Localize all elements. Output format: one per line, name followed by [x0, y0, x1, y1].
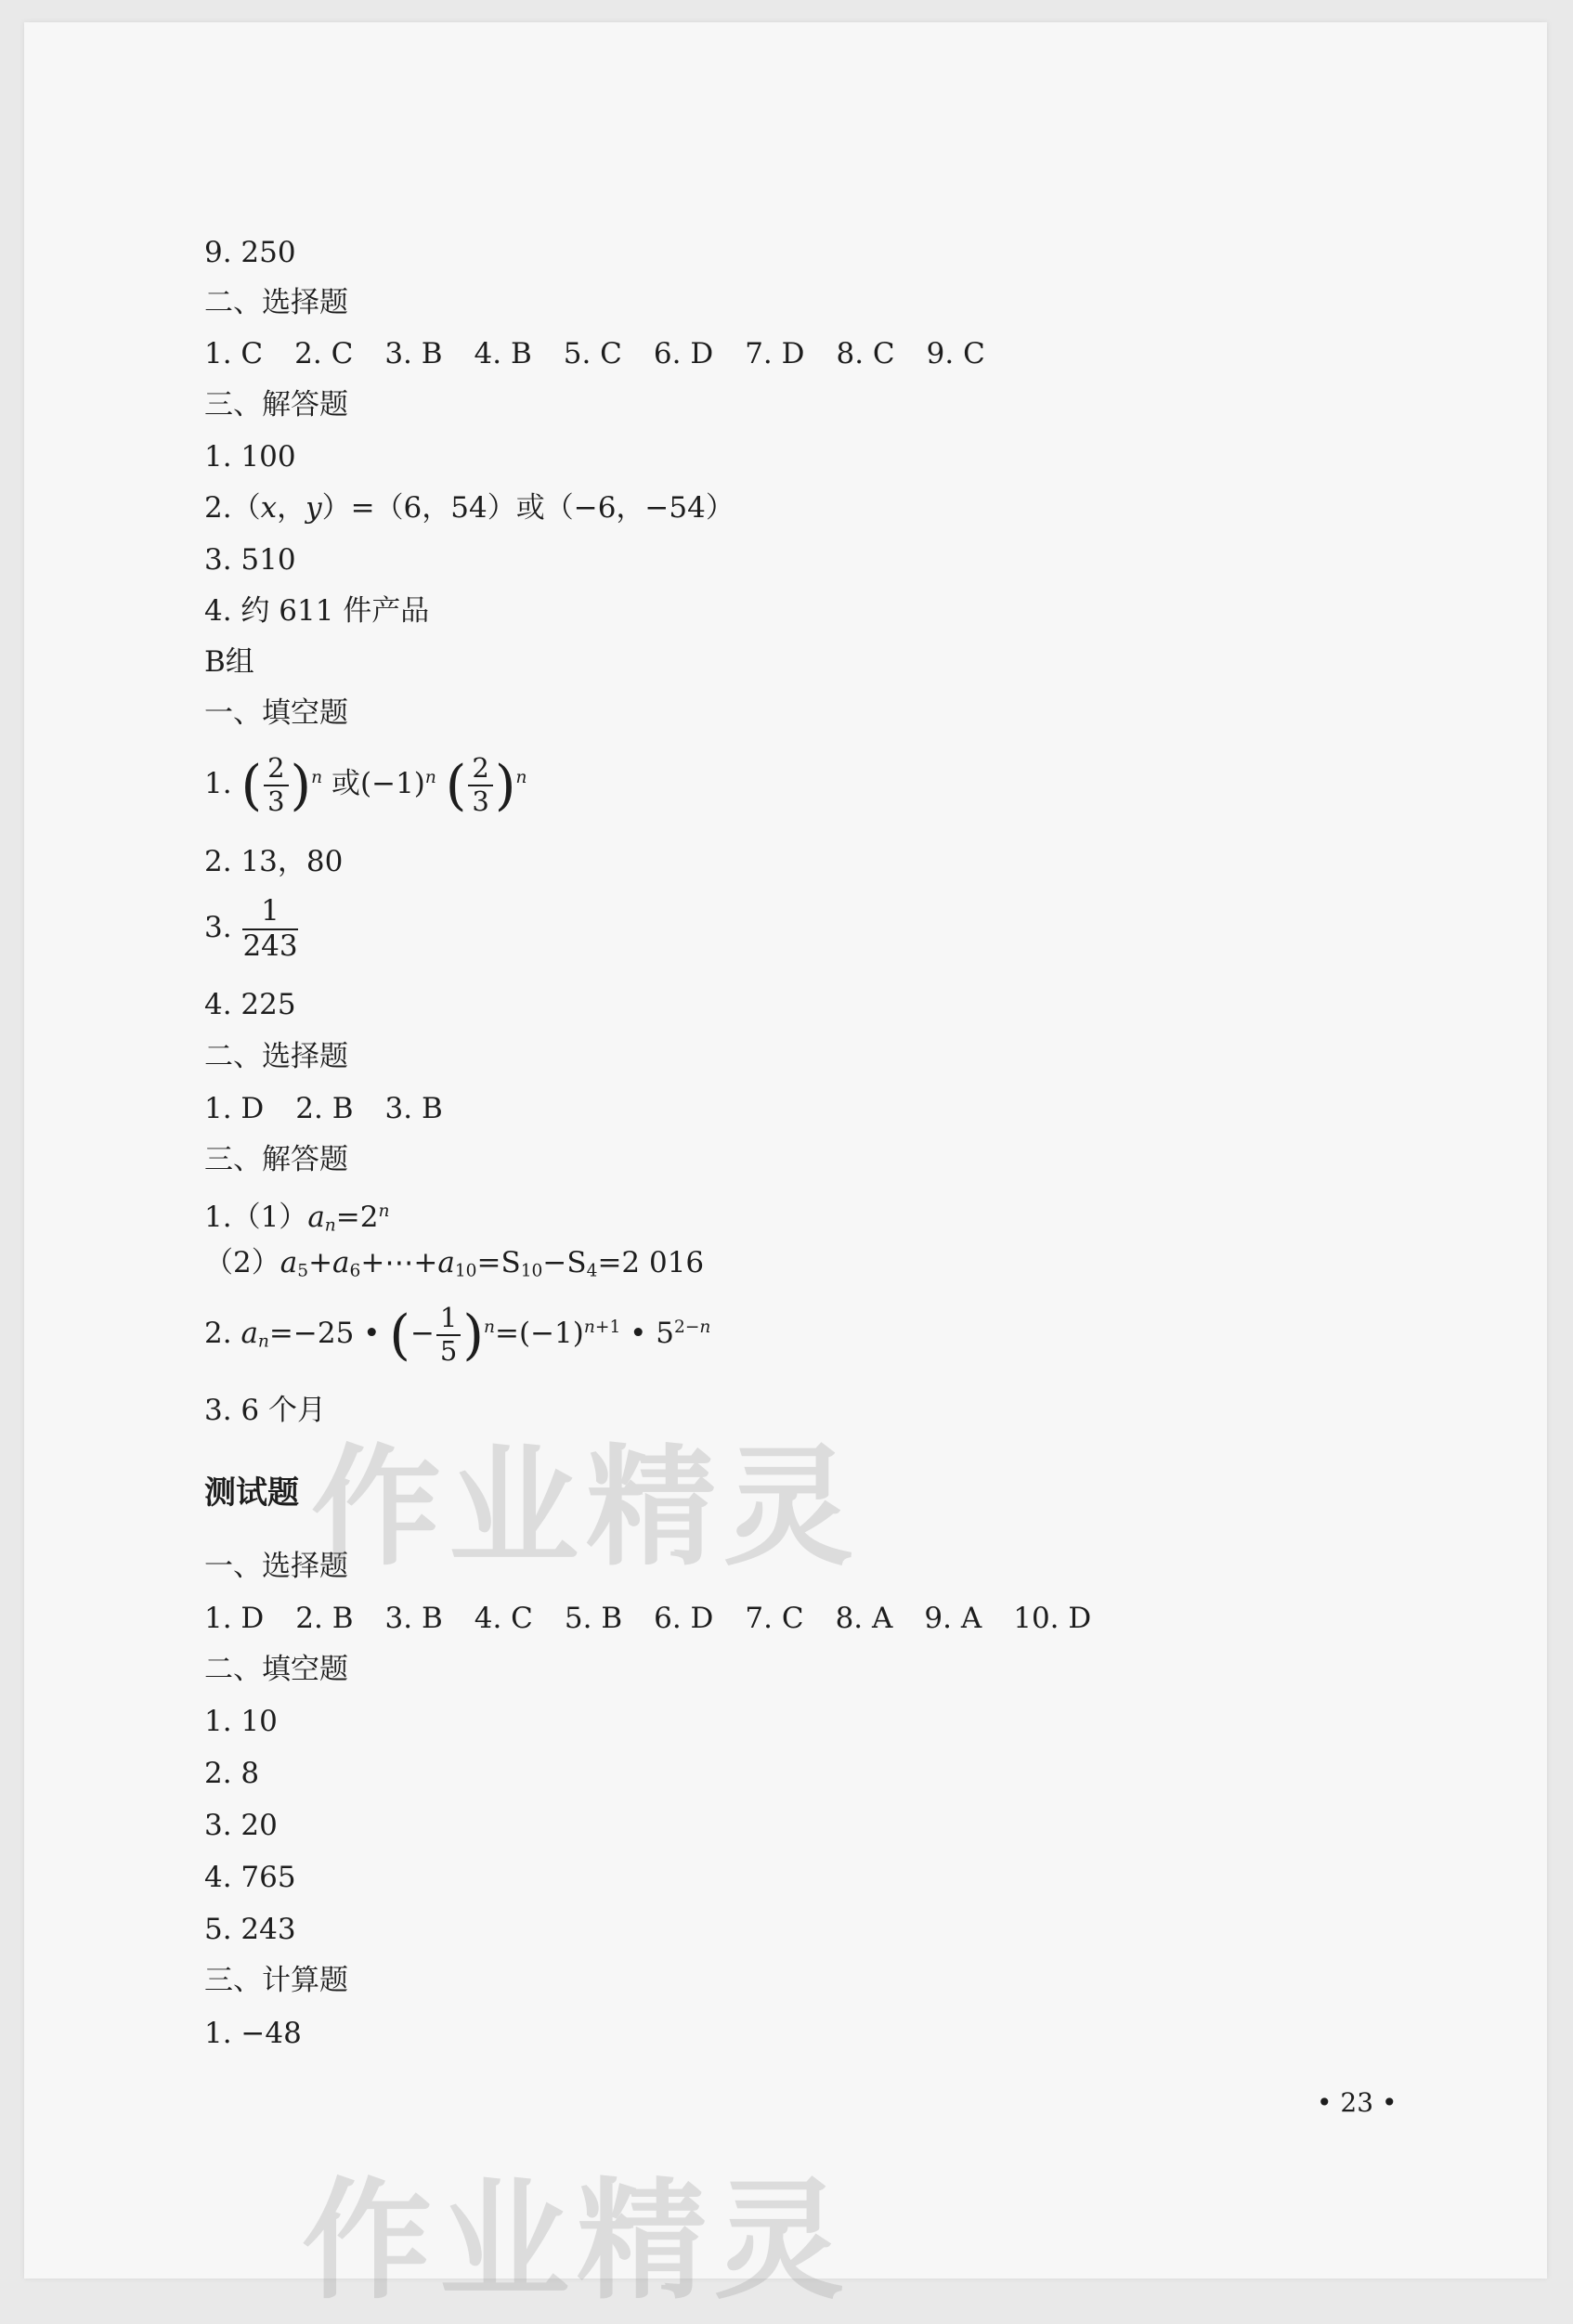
section-heading: 二、选择题	[204, 1040, 348, 1073]
answer-line: 3. 510	[204, 543, 296, 577]
item-number: 1.	[204, 767, 232, 801]
answer-line: 4. 约 611 件产品	[204, 594, 430, 628]
item-number: 2.	[204, 1317, 232, 1351]
choice-answer: 9. A	[924, 1602, 982, 1635]
section-heading: 二、选择题	[204, 286, 348, 319]
section-title: 测试题	[204, 1474, 299, 1512]
answer-line-formula: $1.(1)a_n=2^n$	[204, 1201, 390, 1236]
choice-answer: 10. D	[1013, 1602, 1092, 1635]
answer-line	[204, 489, 734, 526]
answer-line: 9. 250	[204, 236, 296, 269]
choice-answer: 3. B	[384, 1092, 443, 1125]
choice-answer: 6. D	[653, 337, 714, 370]
answer-line: 2. 8	[204, 1757, 260, 1790]
fraction-numerator: 1	[242, 895, 297, 930]
section-heading: 三、解答题	[204, 388, 348, 422]
answer-line-formula: 1. ( $\frac{2}{3}$ )$^n$ 或$(-1)^n$ ( $\frac{2}{3}$ )$^n$	[204, 752, 527, 817]
fraction-denominator: 243	[242, 928, 298, 963]
choice-answer: 3. B	[384, 1602, 443, 1635]
answer-line: 4. 225	[204, 988, 296, 1021]
section-heading: 一、填空题	[204, 696, 348, 730]
choice-answer: 8. A	[835, 1602, 893, 1635]
text-part: ）=（6，54）或（−6，−54）	[321, 491, 734, 525]
choice-answer: 6. D	[654, 1602, 714, 1635]
choice-answer: 1. D	[204, 1092, 265, 1125]
var-y: y	[306, 491, 322, 525]
item-number: 1.（1）	[204, 1201, 308, 1235]
answer-line: 3. 20	[204, 1809, 278, 1842]
section-heading: 一、选择题	[204, 1550, 348, 1583]
item-number: 3.	[204, 911, 232, 945]
choice-answer: 1. C	[204, 337, 264, 370]
choice-answer: 9. C	[926, 337, 985, 370]
choice-answer: 4. B	[474, 337, 532, 370]
choice-answer: 2. B	[295, 1602, 354, 1635]
choice-answer: 5. C	[563, 337, 622, 370]
choice-answer: 8. C	[836, 337, 895, 370]
answer-line: 1. −48	[204, 2017, 302, 2050]
section-heading: 三、解答题	[204, 1143, 348, 1176]
choice-answer: 7. C	[745, 1602, 804, 1635]
watermark: 作业精灵	[311, 1433, 862, 1584]
page-number: • 23 •	[1317, 2087, 1398, 2118]
answer-line: 1. 10	[204, 1705, 278, 1738]
answer-line-formula: 2. $a_n=-25$ • (− $\frac{1}{5}$ )$^n=(-1)^{n+1}$ • $5^{2-n}$	[204, 1302, 711, 1367]
answer-line: 2. 13，80	[204, 845, 344, 878]
watermark: 作业精灵	[302, 2166, 852, 2318]
choice-answer: 2. C	[294, 337, 354, 370]
choice-answer: 5. B	[564, 1602, 623, 1635]
answer-line: 3. 6 个月	[204, 1394, 327, 1427]
text-part: 或(−1)	[332, 767, 425, 801]
choice-answer: 3. B	[384, 337, 443, 370]
answer-line: 5. 243	[204, 1913, 296, 1946]
item-number: （2）	[204, 1246, 280, 1279]
answer-line-formula: $(2)a_5+a_6+\cdots+a_{10}=S_{10}-S_4=2$ 016	[204, 1246, 705, 1281]
choice-answer: 1. D	[204, 1602, 265, 1635]
var-x: x	[260, 491, 278, 525]
choice-answers-b	[204, 1090, 474, 1127]
choice-answers-a	[204, 335, 1017, 372]
choice-answer: 4. C	[474, 1602, 533, 1635]
group-heading: B组	[204, 645, 254, 679]
text-part: 2.（	[204, 491, 261, 525]
answer-line-fraction	[204, 895, 300, 963]
section-heading: 三、计算题	[204, 1964, 348, 1997]
choice-answer: 2. B	[295, 1092, 354, 1125]
text-part: ，	[277, 491, 306, 525]
answer-line: 1. 100	[204, 440, 296, 474]
choice-answer: 7. D	[745, 337, 805, 370]
answer-line: 4. 765	[204, 1861, 296, 1894]
section-heading: 二、填空题	[204, 1653, 348, 1686]
choice-answers-test	[204, 1600, 1123, 1637]
